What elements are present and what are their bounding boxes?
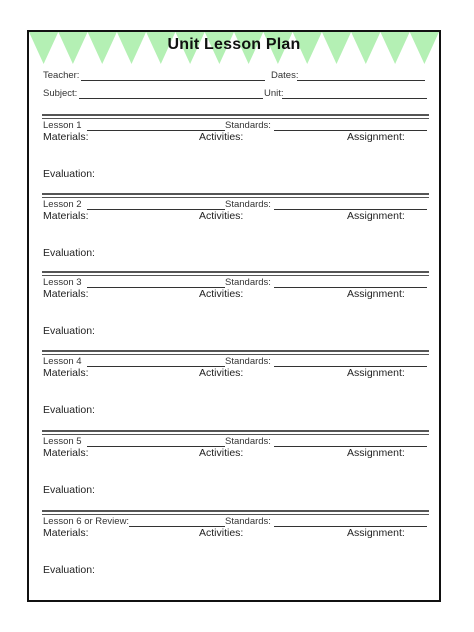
evaluation-label: Evaluation:: [43, 484, 95, 496]
activities-label: Activities:: [199, 447, 244, 459]
assignment-label: Assignment:: [347, 288, 405, 300]
section-divider: [42, 510, 429, 515]
materials-label: Materials:: [43, 131, 89, 143]
standards-label: Standards:: [225, 436, 271, 447]
lesson-plan-sheet: [27, 30, 441, 602]
materials-label: Materials:: [43, 288, 89, 300]
section-divider: [42, 271, 429, 276]
evaluation-label: Evaluation:: [43, 564, 95, 576]
lesson-label: Lesson 1: [43, 120, 82, 131]
assignment-label: Assignment:: [347, 367, 405, 379]
standards-label: Standards:: [225, 199, 271, 210]
evaluation-label: Evaluation:: [43, 404, 95, 416]
activities-label: Activities:: [199, 131, 244, 143]
unit-field[interactable]: [282, 98, 427, 99]
section-divider: [42, 430, 429, 435]
page-title: Unit Lesson Plan: [167, 36, 301, 53]
assignment-label: Assignment:: [347, 447, 405, 459]
materials-label: Materials:: [43, 367, 89, 379]
unit-label: Unit:: [264, 88, 284, 99]
subject-field[interactable]: [79, 98, 263, 99]
teacher-label: Teacher:: [43, 70, 80, 81]
dates-label: Dates:: [271, 70, 299, 81]
activities-label: Activities:: [199, 210, 244, 222]
activities-label: Activities:: [199, 527, 244, 539]
activities-label: Activities:: [199, 367, 244, 379]
assignment-label: Assignment:: [347, 210, 405, 222]
materials-label: Materials:: [43, 447, 89, 459]
materials-label: Materials:: [43, 527, 89, 539]
lesson-label: Lesson 6 or Review:: [43, 516, 130, 527]
standards-label: Standards:: [225, 356, 271, 367]
teacher-field[interactable]: [81, 80, 265, 81]
lesson-label: Lesson 4: [43, 356, 82, 367]
standards-label: Standards:: [225, 516, 271, 527]
lesson-label: Lesson 5: [43, 436, 82, 447]
standards-label: Standards:: [225, 277, 271, 288]
subject-label: Subject:: [43, 88, 78, 99]
dates-field[interactable]: [297, 80, 425, 81]
lesson-label: Lesson 2: [43, 199, 82, 210]
assignment-label: Assignment:: [347, 527, 405, 539]
evaluation-label: Evaluation:: [43, 168, 95, 180]
evaluation-label: Evaluation:: [43, 325, 95, 337]
evaluation-label: Evaluation:: [43, 247, 95, 259]
materials-label: Materials:: [43, 210, 89, 222]
activities-label: Activities:: [199, 288, 244, 300]
assignment-label: Assignment:: [347, 131, 405, 143]
section-divider: [42, 193, 429, 198]
section-divider: [42, 114, 429, 119]
standards-label: Standards:: [225, 120, 271, 131]
section-divider: [42, 350, 429, 355]
lesson-label: Lesson 3: [43, 277, 82, 288]
